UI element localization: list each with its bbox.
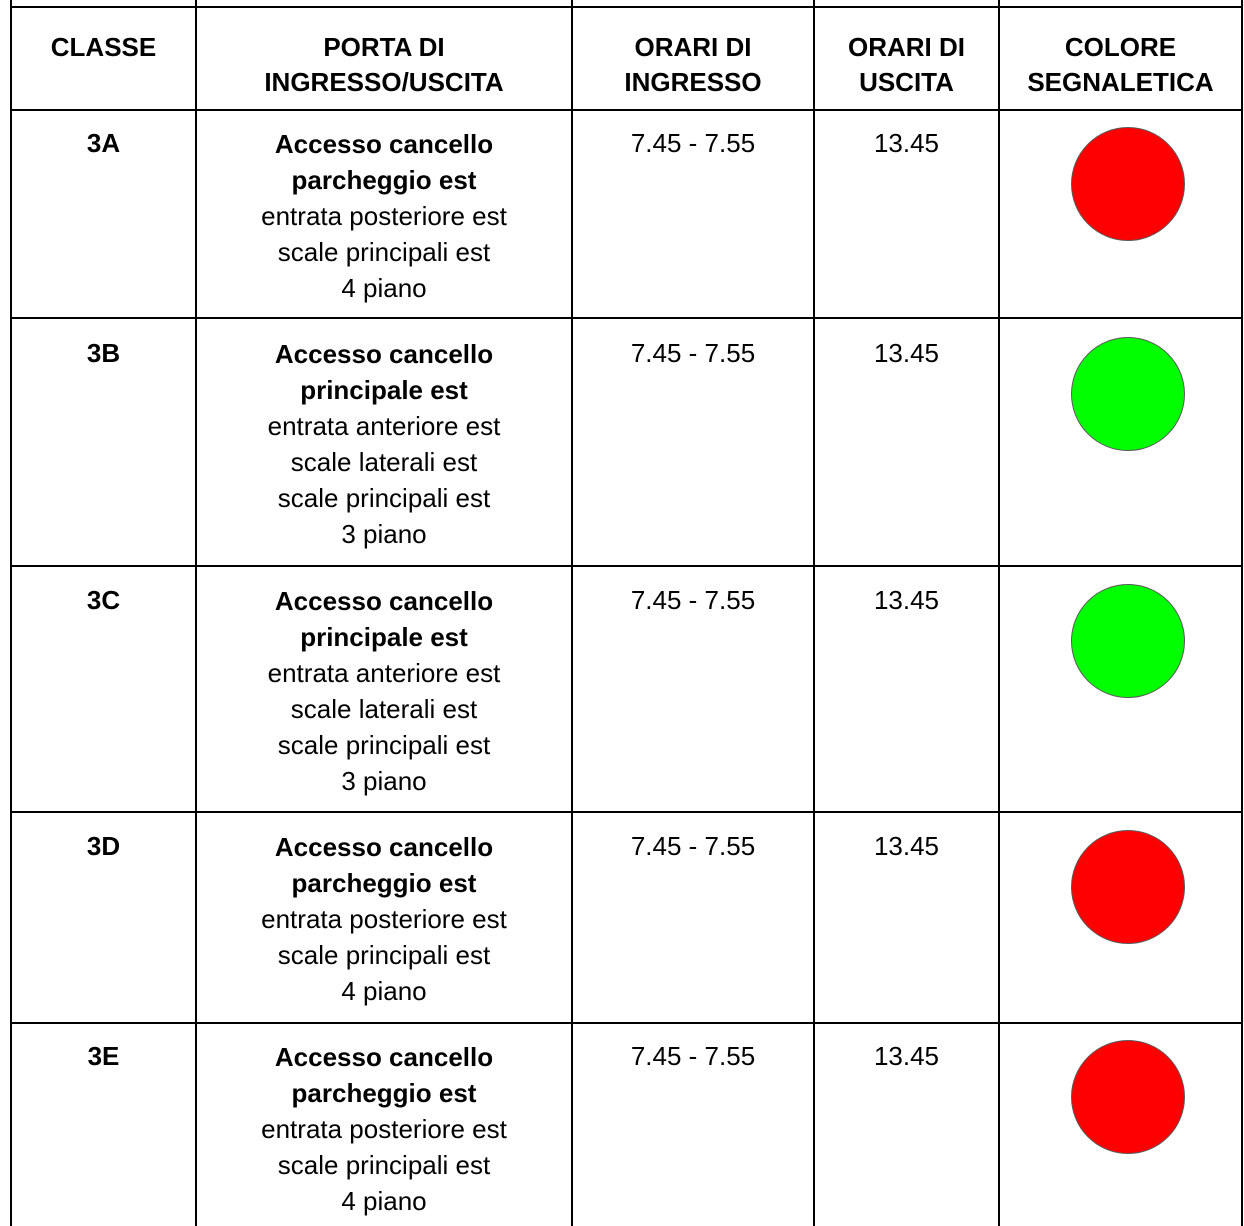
classe-cell: 3E: [87, 1041, 120, 1071]
classe-cell: 3B: [86, 338, 121, 368]
porta-cell: [197, 583, 571, 799]
uscita-cell: 13.45: [873, 585, 940, 615]
porta-bold-line: principale est: [300, 375, 468, 405]
signal-color-circle: [1071, 830, 1185, 944]
porta-line: entrata anteriore est: [267, 411, 501, 441]
porta-line: 4 piano: [341, 1186, 427, 1216]
classe-cell: 3C: [86, 585, 121, 615]
header-porta-line: INGRESSO/USCITA: [264, 67, 504, 97]
header-orari-ingresso: [573, 30, 813, 100]
porta-bold-line: parcheggio est: [291, 1078, 477, 1108]
grid-line: [10, 109, 1243, 111]
porta-line: entrata anteriore est: [267, 658, 501, 688]
porta-line: entrata posteriore est: [261, 1114, 507, 1144]
porta-cell: [197, 1039, 571, 1219]
porta-cell: [197, 829, 571, 1009]
uscita-cell: 13.45: [873, 338, 940, 368]
signal-color-circle: [1071, 584, 1185, 698]
porta-cell: [197, 126, 571, 306]
porta-bold-line: Accesso cancello: [274, 129, 494, 159]
porta-bold-line: principale est: [300, 622, 468, 652]
ingresso-cell: 7.45 - 7.55: [630, 585, 756, 615]
classe-cell: 3D: [86, 831, 121, 861]
signal-color-circle: [1071, 1040, 1185, 1154]
header-colore: [1000, 30, 1241, 100]
grid-line: [998, 0, 1000, 1226]
porta-line: 3 piano: [341, 519, 427, 549]
grid-line: [10, 6, 1243, 8]
header-uscita-line: ORARI DI: [848, 32, 965, 62]
header-ingresso-line: ORARI DI: [634, 32, 752, 62]
porta-line: 4 piano: [341, 273, 427, 303]
porta-line: entrata posteriore est: [261, 201, 507, 231]
porta-line: scale principali est: [277, 483, 491, 513]
uscita-cell: 13.45: [873, 831, 940, 861]
header-colore-line: COLORE: [1064, 32, 1177, 62]
porta-line: scale laterali est: [290, 447, 478, 477]
porta-line: scale principali est: [277, 730, 491, 760]
header-classe-line: CLASSE: [50, 32, 157, 62]
header-porta-line: PORTA DI: [323, 32, 445, 62]
ingresso-cell: 7.45 - 7.55: [630, 128, 756, 158]
porta-line: scale principali est: [277, 1150, 491, 1180]
signal-color-circle: [1071, 337, 1185, 451]
grid-line: [10, 565, 1243, 567]
uscita-cell: 13.45: [873, 128, 940, 158]
porta-bold-line: Accesso cancello: [274, 832, 494, 862]
grid-line: [10, 317, 1243, 319]
porta-line: scale principali est: [277, 940, 491, 970]
header-classe: [12, 30, 195, 65]
header-ingresso-line: INGRESSO: [624, 67, 762, 97]
porta-line: scale laterali est: [290, 694, 478, 724]
porta-bold-line: Accesso cancello: [274, 339, 494, 369]
porta-cell: [197, 336, 571, 552]
porta-bold-line: parcheggio est: [291, 165, 477, 195]
header-porta: [197, 30, 571, 100]
ingresso-cell: 7.45 - 7.55: [630, 338, 756, 368]
ingresso-cell: 7.45 - 7.55: [630, 831, 756, 861]
header-colore-line: SEGNALETICA: [1027, 67, 1214, 97]
porta-bold-line: Accesso cancello: [274, 1042, 494, 1072]
uscita-cell: 13.45: [873, 1041, 940, 1071]
porta-line: 4 piano: [341, 976, 427, 1006]
header-uscita-line: USCITA: [859, 67, 954, 97]
porta-line: 3 piano: [341, 766, 427, 796]
grid-line: [1241, 0, 1243, 1226]
grid-line: [10, 811, 1243, 813]
porta-bold-line: parcheggio est: [291, 868, 477, 898]
porta-line: entrata posteriore est: [261, 904, 507, 934]
classe-cell: 3A: [86, 128, 121, 158]
signal-color-circle: [1071, 127, 1185, 241]
grid-line: [10, 1022, 1243, 1024]
ingresso-cell: 7.45 - 7.55: [630, 1041, 756, 1071]
porta-line: scale principali est: [277, 237, 491, 267]
header-orari-uscita: [815, 30, 998, 100]
porta-bold-line: Accesso cancello: [274, 586, 494, 616]
